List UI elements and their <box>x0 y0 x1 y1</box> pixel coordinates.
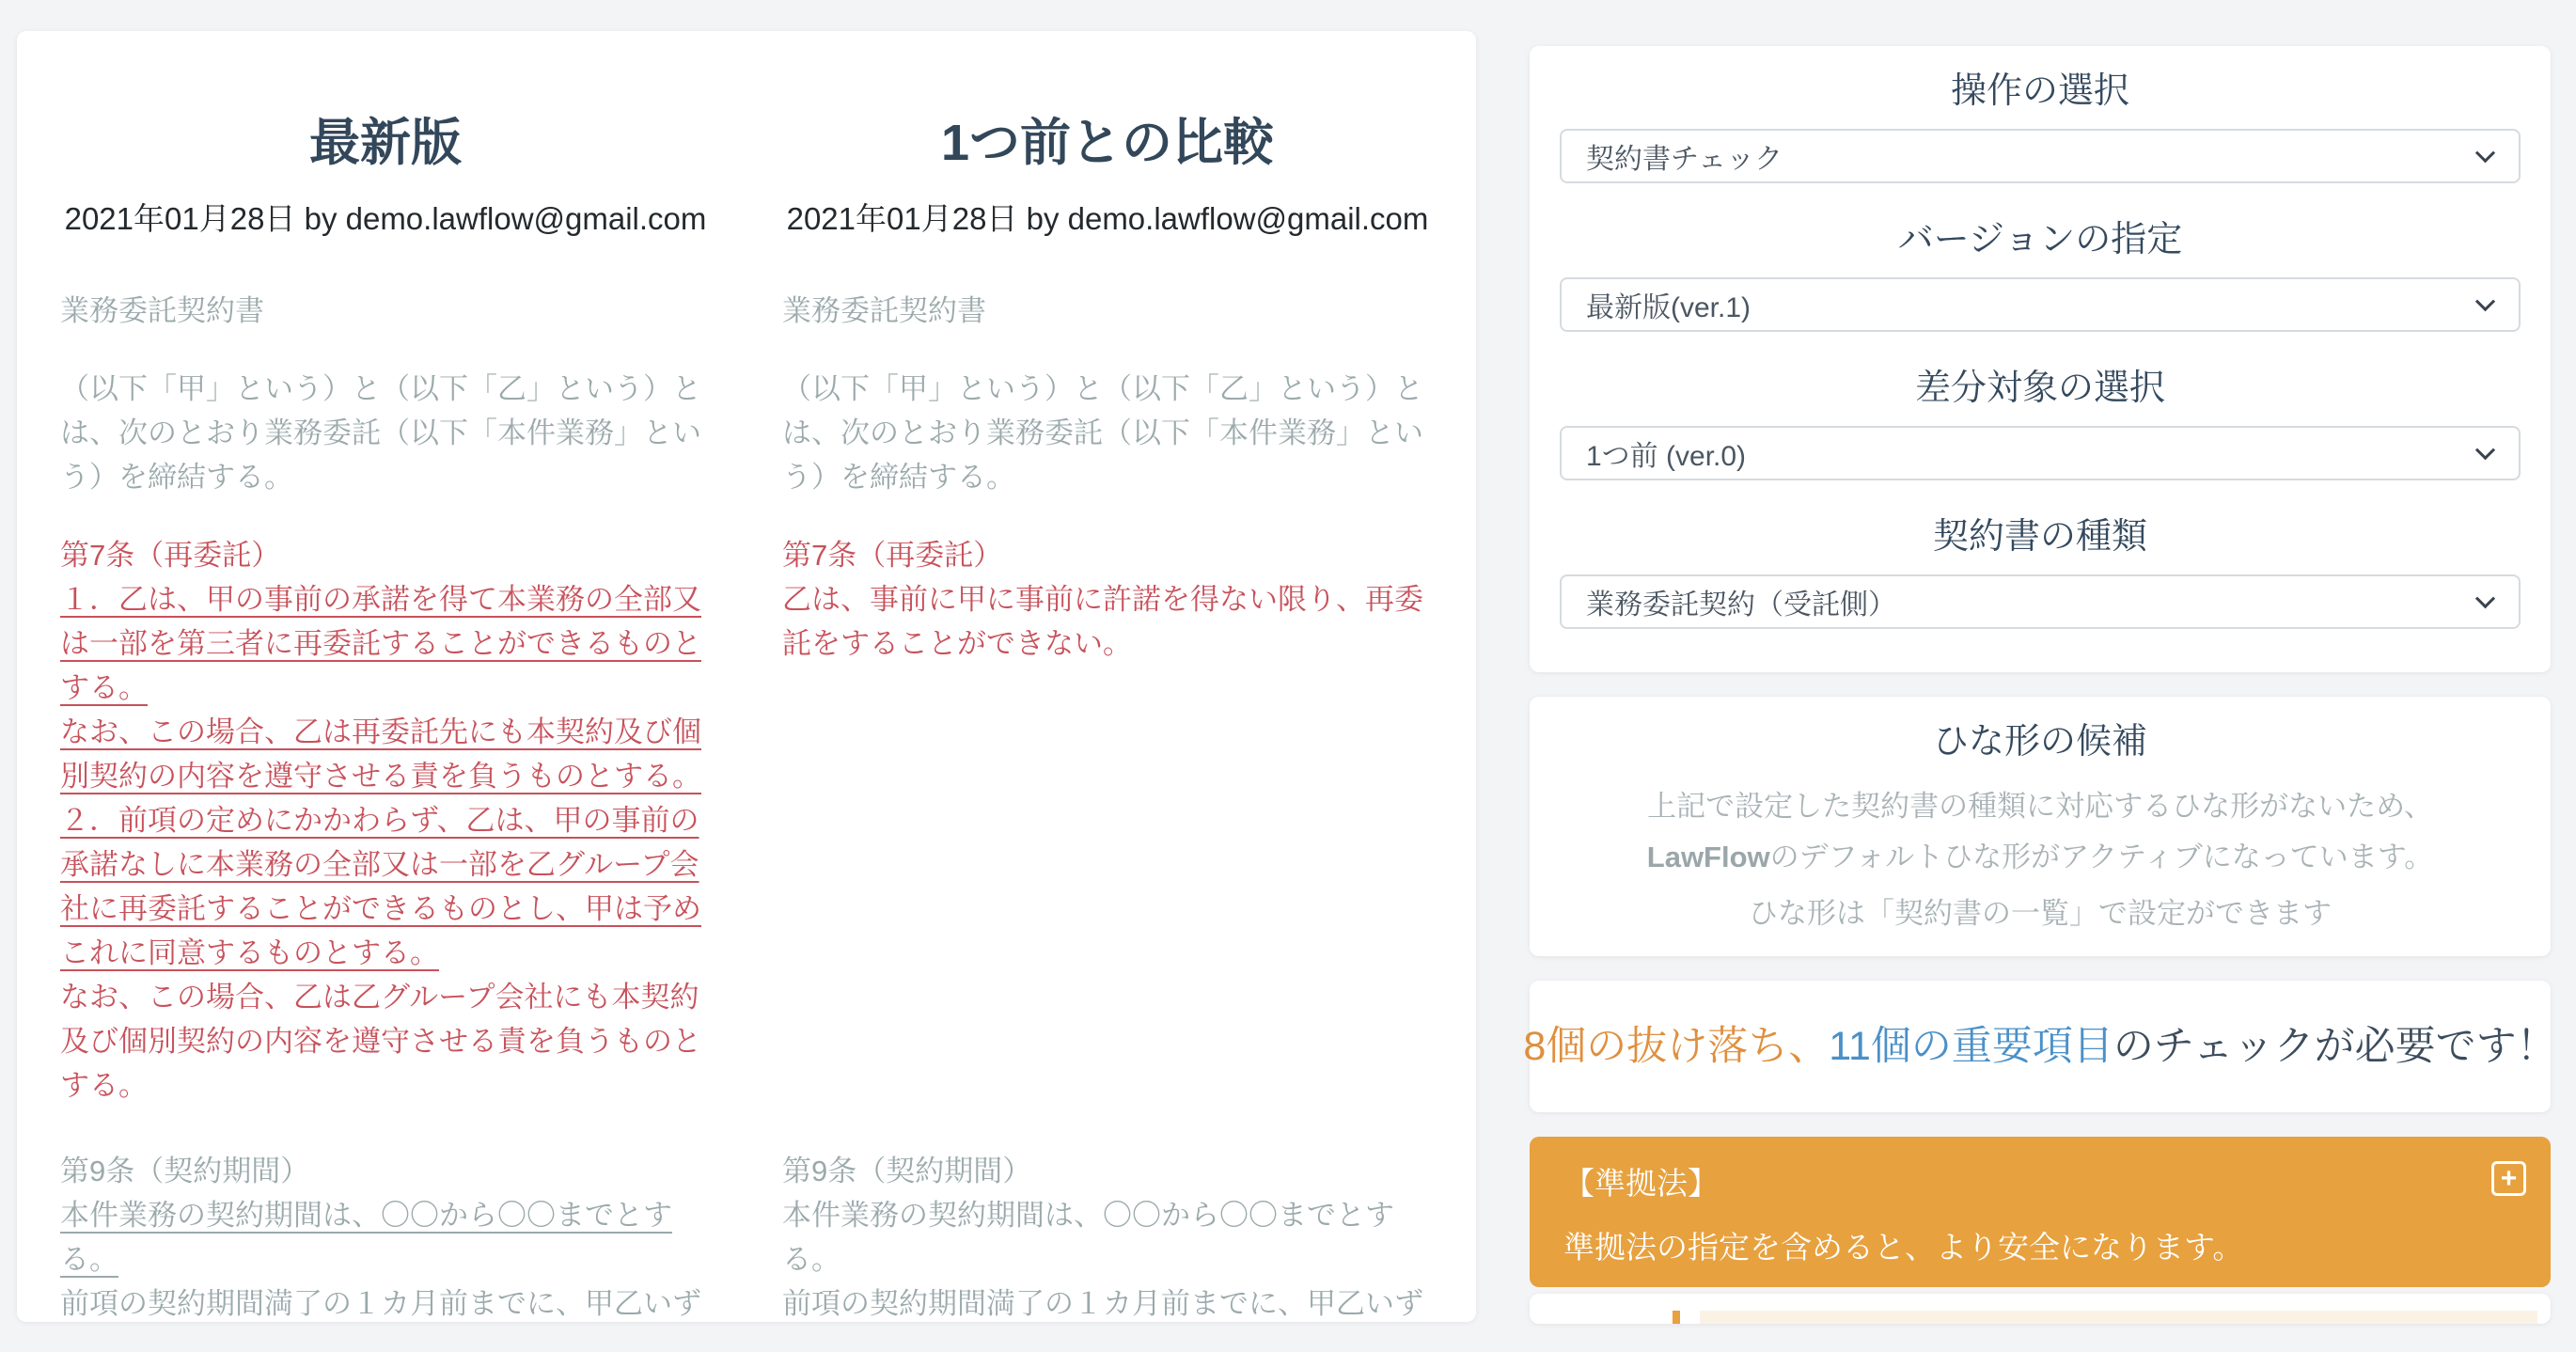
article7-diff-block <box>782 533 1433 1149</box>
operation-group <box>1560 71 2521 183</box>
article7-plain-clause: なお、この場合、乙は乙グループ会社にも本契約及び個別契約の内容を遵守させる責を負うものとする。 <box>60 981 701 1102</box>
missing-items-count: 8個の抜け落ち、 <box>1523 1024 1830 1069</box>
version-group <box>1560 219 2521 332</box>
chevron-down-icon <box>2475 291 2495 311</box>
latest-version-meta: 2021年01月28日 by demo.lawflow@gmail.com <box>64 201 707 236</box>
next-alert-card-partial <box>1530 1294 2551 1324</box>
article7-added-clause-1: １．乙は、甲の事前の承諾を得て本業務の全部又は一部を第三者に再委託することができるものとする。 <box>60 583 701 704</box>
highlight-strip <box>1700 1311 2537 1324</box>
settings-card <box>1530 46 2551 672</box>
doc-title-line: 業務委託契約書 <box>782 294 986 327</box>
operation-label: 操作の選択 <box>1950 71 2129 111</box>
version-select-value: 最新版(ver.1) <box>1586 292 1751 323</box>
latest-version-title: 最新版 <box>309 115 462 171</box>
document-compare-panel[interactable] <box>17 31 1476 1322</box>
template-settings-note: ひな形は「契約書の一覧」で設定ができます <box>1749 897 2332 930</box>
article7-old-clause: 乙は、事前に甲に事前に許諾を得ない限り、再委託をすることができない。 <box>782 583 1423 660</box>
article9-block <box>782 1149 1433 1322</box>
article9-clause: 本件業務の契約期間は、〇〇から〇〇までとする。 <box>782 1199 1394 1276</box>
compare-columns <box>60 114 1433 1322</box>
template-candidates-title: ひな形の候補 <box>1932 722 2147 762</box>
contract-type-group <box>1560 516 2521 629</box>
operation-select[interactable] <box>1560 129 2521 183</box>
template-candidates-card <box>1530 697 2551 956</box>
previous-version-meta: 2021年01月28日 by demo.lawflow@gmail.com <box>786 201 1429 236</box>
diff-target-group <box>1560 368 2521 480</box>
chevron-down-icon <box>2475 440 2495 460</box>
article9-tail: 前項の契約期間満了の１カ月前までに、甲乙いず <box>60 1287 701 1320</box>
latest-version-body <box>60 289 711 1322</box>
diff-target-label: 差分対象の選択 <box>1914 369 2165 408</box>
diff-target-select[interactable] <box>1560 426 2521 480</box>
article9-block <box>60 1149 711 1322</box>
article7-heading: 第7条（再委託） <box>782 539 1003 572</box>
check-summary-card <box>1523 981 2557 1112</box>
article9-heading: 第9条（契約期間） <box>782 1155 1032 1187</box>
diff-target-select-value: 1つ前 (ver.0) <box>1586 441 1747 472</box>
check-summary-suffix: のチェックが必要です！ <box>2113 1024 2557 1069</box>
article7-added-clause-2: なお、この場合、乙は再委託先にも本契約及び個別契約の内容を遵守させる責を負うものとする。 <box>60 715 701 793</box>
article7-heading: 第7条（再委託） <box>60 539 281 572</box>
article7-diff-block <box>60 533 711 1149</box>
version-select[interactable] <box>1560 277 2521 332</box>
previous-version-column <box>782 114 1433 1322</box>
contract-type-select-value: 業務委託契約（受託側） <box>1586 590 1896 621</box>
template-info-line1: 上記で設定した契約書の種類に対応するひな形がないため、 <box>1647 790 2433 823</box>
chevron-down-icon <box>2475 589 2495 608</box>
governing-law-alert-body: 準拠法の指定を含めると、より安全になります。 <box>1563 1230 2244 1265</box>
article7-added-clause-3: ２．前項の定めにかかわらず、乙は、甲の事前の承諾なしに本業務の全部又は一部を乙グループ会社に再委託することができるものとし、甲は予めこれに同意するものとする。 <box>60 804 701 969</box>
article9-tail: 前項の契約期間満了の１カ月前までに、甲乙いず <box>782 1287 1423 1320</box>
version-label: バージョンの指定 <box>1897 220 2183 259</box>
previous-version-body <box>782 289 1433 1322</box>
expand-plus-icon[interactable]: + <box>2491 1161 2526 1196</box>
contract-type-select[interactable] <box>1560 574 2521 629</box>
chevron-down-icon <box>2475 143 2495 163</box>
control-panel <box>1523 46 2557 1324</box>
doc-title-line: 業務委託契約書 <box>60 294 264 327</box>
preamble-paragraph: （以下「甲」という）と（以下「乙」という）とは、次のとおり業務委託（以下「本件業務」という）を締結する。 <box>60 372 701 494</box>
latest-version-column <box>60 114 711 1322</box>
lawflow-brand: LawFlow <box>1646 841 1770 873</box>
governing-law-alert-title: 【準拠法】 <box>1563 1166 1719 1201</box>
template-info-line2-rest: のデフォルトひな形がアクティブになっています。 <box>1769 841 2434 873</box>
highlight-left-bar <box>1673 1311 1680 1324</box>
contract-type-label: 契約書の種類 <box>1932 517 2147 557</box>
article9-heading: 第9条（契約期間） <box>60 1155 310 1187</box>
governing-law-alert <box>1530 1137 2551 1287</box>
highlighted-clause-preview <box>1673 1311 2537 1324</box>
preamble-paragraph: （以下「甲」という）と（以下「乙」という）とは、次のとおり業務委託（以下「本件業務」という）を締結する。 <box>782 372 1423 494</box>
important-items-count: 11個の重要項目 <box>1829 1024 2113 1069</box>
article9-underlined-clause: 本件業務の契約期間は、〇〇から〇〇までとする。 <box>60 1199 672 1276</box>
previous-version-title: 1つ前との比較 <box>940 115 1275 171</box>
template-info-line2 <box>1567 832 2513 883</box>
operation-select-value: 契約書チェック <box>1586 144 1783 175</box>
